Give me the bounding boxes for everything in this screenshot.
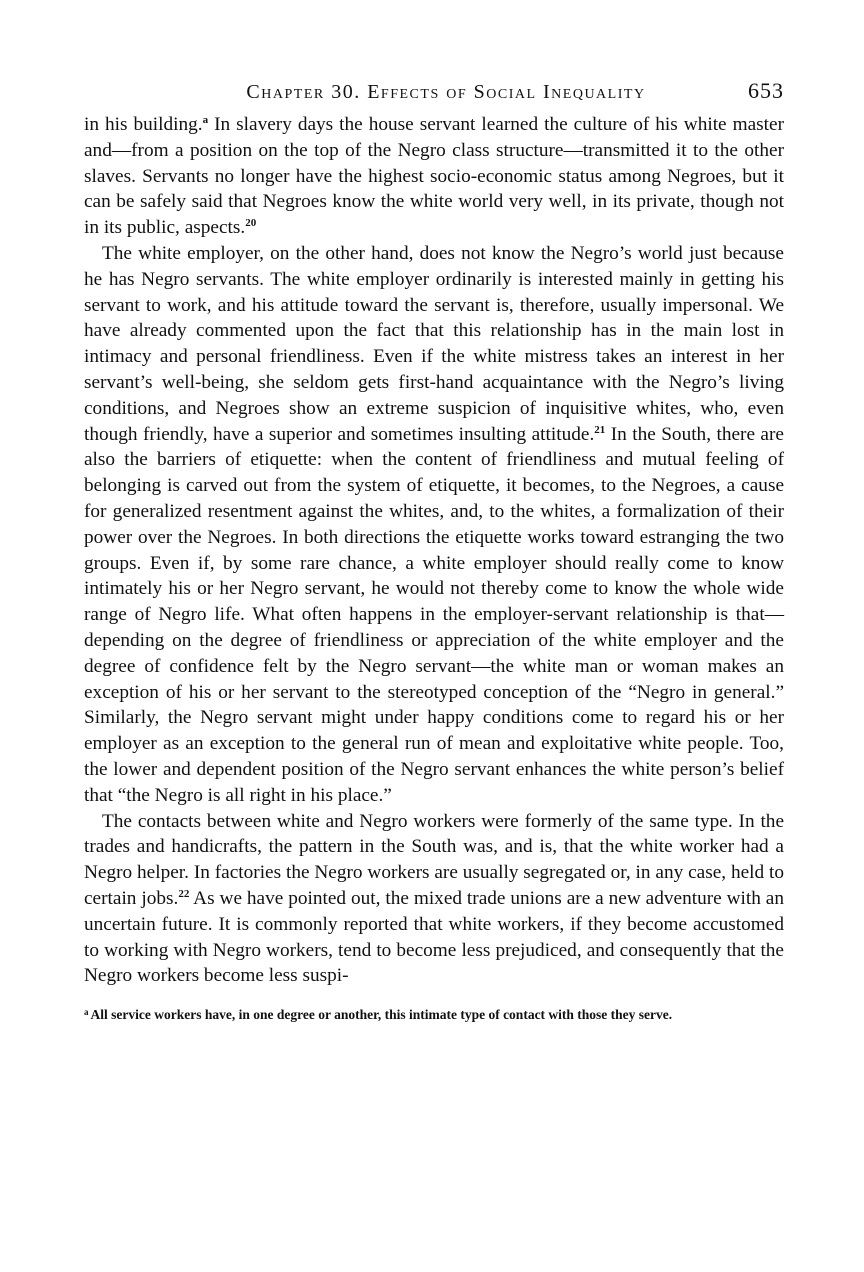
running-head — [84, 78, 784, 112]
footnote-reference: 20 — [245, 217, 257, 230]
paragraph-text: As we have pointed out, the mixed trade unions are a new adventure with an uncertain future. It is commonly reported that white workers, if they become accustomed to working with Negro workers, tend to become less prejudiced, and consequently that the Negro workers become less suspi- — [84, 887, 784, 987]
paragraph — [84, 112, 784, 241]
body-text — [84, 112, 784, 989]
paragraph-text: In slavery days the house servant learned the culture of his white master and—from a position on the top of the Negro class structure—transmitted it to the other slaves. Servants no longer have the highest socio-economic status among Negroes, but it can be safely said that Negroes know the white world very well, in its private, though not in its public, aspects. — [84, 114, 785, 239]
paragraph-text: In the South, there are also the barriers of etiquette: when the content of friendliness and mutual feeling of belonging is carved out from the system of etiquette, it becomes, to the Negroes, a cause for generalized resentment against the whites, and, to the whites, a formalization of their power over the Negroes. In both directions the etiquette works toward estranging the two groups. Even if, by some rare chance, a white employer should really come to know intimately his or her Negro servant, he would not thereby come to know the whole wide range of Negro life. What often happens in the employer-servant relationship is that—depending on the degree of friendliness or appreciation of the white employer and the degree of confidence felt by the Negro servant—the white man or woman makes an exception of his or her servant to the stereotyped conception of the “Negro in general.” Similarly, the Negro servant might under happy conditions come to regard his or her employer as an exception to the general run of mean and exploitative white people. Too, the lower and dependent position of the Negro servant enhances the white person’s belief that “the Negro is all right in his place.” — [84, 423, 784, 806]
footnote-reference: a — [202, 114, 209, 126]
book-page — [84, 78, 784, 1024]
chapter-running-title: Chapter 30. Effects of Social Inequality — [246, 81, 646, 103]
paragraph-text: in his building. — [84, 114, 203, 135]
footnote-reference: 22 — [178, 887, 190, 900]
paragraph-text: The contacts between white and Negro workers were formerly of the same type. In the trades and handicrafts, the pattern in the South was, and is, that the white worker had a Negro helper. In factories the Negro workers are usually segregated or, in any case, held to certain jobs. — [84, 810, 784, 909]
footnote-mark: a — [84, 1007, 89, 1018]
paragraph-text: The white employer, on the other hand, does not know the Negro’s world just because he has Negro servants. The white employer ordinarily is interested mainly in getting his servant to work, and his attitude toward the servant is, therefore, usually impersonal. We have already commented upon the fact that this relationship has in the main lost in intimacy and personal friendliness. Even if the white mistress takes an interest in her servant’s well-being, she seldom gets first-hand acquaintance with the Negro’s living conditions, and Negroes show an extreme suspicion of inquisitive whites, who, even though friendly, have a superior and sometimes insulting attitude. — [84, 242, 784, 445]
paragraph — [84, 241, 784, 809]
footnote — [84, 1003, 784, 1024]
paragraph — [84, 809, 784, 990]
footnote-reference: 21 — [594, 423, 606, 436]
page-number: 653 — [748, 78, 784, 103]
footnote-text: All service workers have, in one degree or another, this intimate type of contact with those they serve. — [90, 1007, 673, 1023]
footnotes — [84, 1003, 784, 1024]
